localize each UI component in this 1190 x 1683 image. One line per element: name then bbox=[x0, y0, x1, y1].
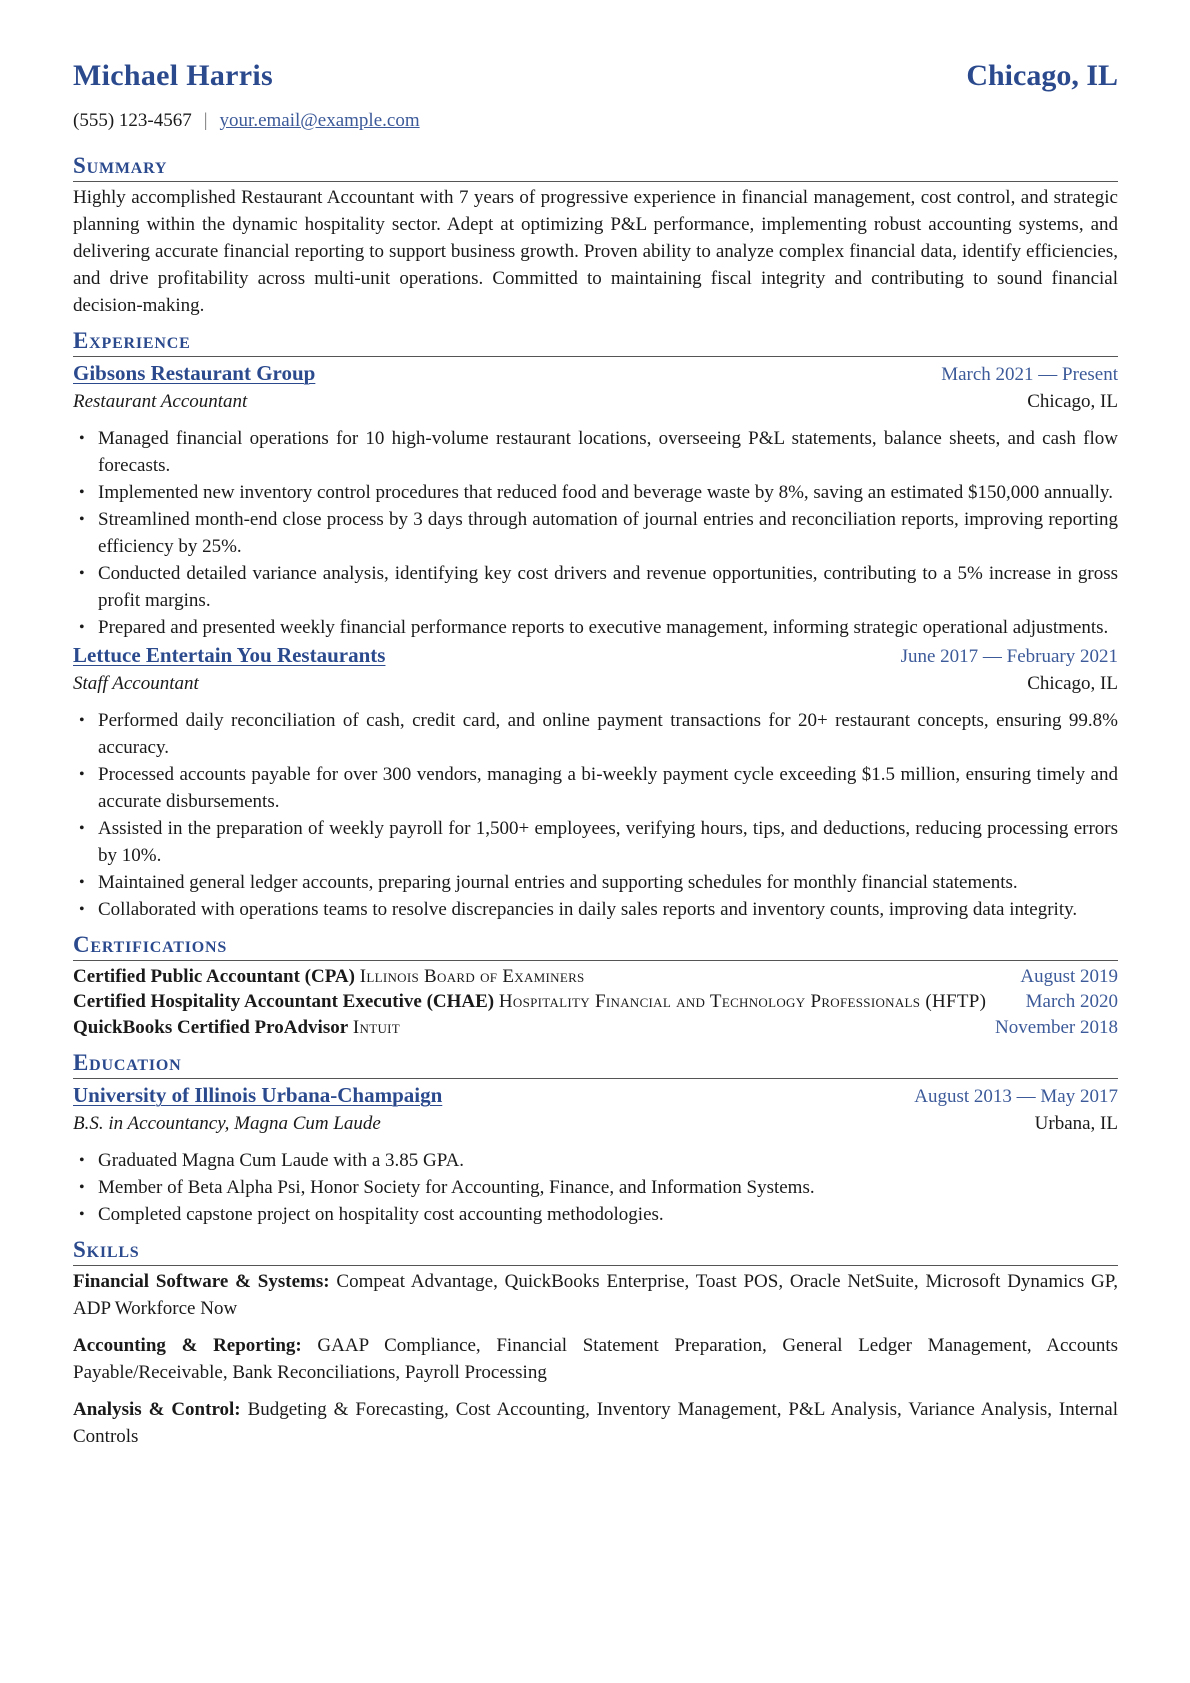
bullet-item: • Implemented new inventory control procedures that reduced food and beverage waste by 8%, saving an estimated $150,000 annually. bbox=[73, 479, 1118, 506]
skill-group-items: Budgeting & Forecasting, Cost Accounting, Inventory Management, P&L Analysis, Variance Analysis, Internal Controls bbox=[73, 1399, 1118, 1447]
candidate-location: Chicago, IL bbox=[966, 59, 1118, 92]
bullet-item: • Maintained general ledger accounts, preparing journal entries and supporting schedules for monthly financial statements. bbox=[73, 869, 1118, 896]
education-header bbox=[73, 1081, 1118, 1110]
certification-date: November 2018 bbox=[995, 1017, 1118, 1038]
bullet-item: • Conducted detailed variance analysis, identifying key cost drivers and revenue opportunities, contributing to a 5% increase in gross profit margins. bbox=[73, 560, 1118, 614]
section-title-education: Education bbox=[73, 1050, 182, 1075]
bullet-item: • Member of Beta Alpha Psi, Honor Society for Accounting, Finance, and Information Systems. bbox=[73, 1174, 1118, 1201]
section-divider bbox=[73, 356, 1118, 357]
resume-header bbox=[73, 0, 1118, 145]
certification-name: Certified Hospitality Accountant Executive (CHAE) bbox=[73, 991, 495, 1012]
bullet-item: • Processed accounts payable for over 300 vendors, managing a bi-weekly payment cycle exceeding $1.5 million, ensuring timely and accurate disbursements. bbox=[73, 761, 1118, 815]
skill-group bbox=[73, 1268, 1118, 1322]
resume-page bbox=[73, 0, 1118, 1460]
skill-group-items: GAAP Compliance, Financial Statement Preparation, General Ledger Management, Accounts Payable/Receivable, Bank Reconciliations, Payroll Processing bbox=[73, 1335, 1118, 1383]
contact-separator: | bbox=[203, 110, 208, 131]
certification-issuer: Intuit bbox=[352, 1017, 401, 1038]
degree: B.S. in Accountancy, Magna Cum Laude bbox=[73, 1113, 381, 1134]
job-entry bbox=[73, 641, 1118, 923]
job-entry bbox=[73, 359, 1118, 641]
job-dates: June 2017 — February 2021 bbox=[900, 646, 1118, 667]
education-bullets bbox=[73, 1147, 1118, 1228]
job-subheader bbox=[73, 670, 1118, 697]
section-divider bbox=[73, 960, 1118, 961]
certification-name: Certified Public Accountant (CPA) bbox=[73, 966, 355, 987]
candidate-name: Michael Harris bbox=[73, 59, 273, 92]
certification-details bbox=[73, 990, 1026, 1014]
skills-section bbox=[73, 1236, 1118, 1450]
section-title-certifications: Certifications bbox=[73, 932, 228, 957]
job-bullets bbox=[73, 425, 1118, 641]
section-divider bbox=[73, 1078, 1118, 1079]
summary-text: Highly accomplished Restaurant Accountant with 7 years of progressive experience in financial management, cost control, and strategic planning within the dynamic hospitality sector. Adept at optimizing P&L performance, implementing robust accounting systems, and delivering accurate financial reporting to support business growth. Proven ability to analyze complex financial data, identify efficiencies, and drive profitability across multi-unit operations. Committed to maintaining fiscal integrity and contributing to sound financial decision-making. bbox=[73, 187, 1118, 316]
skill-group bbox=[73, 1396, 1118, 1450]
job-title: Restaurant Accountant bbox=[73, 391, 248, 412]
bullet-item: • Prepared and presented weekly financial performance reports to executive management, informing strategic operational adjustments. bbox=[73, 614, 1118, 641]
certification-details bbox=[73, 963, 1020, 990]
section-title-skills: Skills bbox=[73, 1237, 140, 1262]
certification-date: March 2020 bbox=[1025, 991, 1118, 1012]
bullet-item: • Graduated Magna Cum Laude with a 3.85 GPA. bbox=[73, 1147, 1118, 1174]
skill-group-items: Compeat Advantage, QuickBooks Enterprise, Toast POS, Oracle NetSuite, Microsoft Dynamics GP, ADP Workforce Now bbox=[73, 1271, 1118, 1319]
job-header bbox=[73, 359, 1118, 388]
certification-issuer: Illinois Board of Examiners bbox=[359, 966, 585, 987]
education-section bbox=[73, 1049, 1118, 1228]
section-title-summary: Summary bbox=[73, 153, 168, 178]
education-dates: August 2013 — May 2017 bbox=[914, 1086, 1118, 1107]
certifications-section bbox=[73, 931, 1118, 1041]
company-link[interactable]: Gibsons Restaurant Group bbox=[73, 361, 316, 385]
section-title-experience: Experience bbox=[73, 328, 191, 353]
company-link[interactable]: Lettuce Entertain You Restaurants bbox=[73, 643, 386, 667]
bullet-item: • Completed capstone project on hospitality cost accounting methodologies. bbox=[73, 1201, 1118, 1228]
skill-group-label: Analysis & Control: bbox=[73, 1399, 241, 1420]
education-subheader bbox=[73, 1110, 1118, 1137]
job-subheader bbox=[73, 388, 1118, 415]
bullet-item: • Collaborated with operations teams to resolve discrepancies in daily sales reports and inventory counts, improving data integrity. bbox=[73, 896, 1118, 923]
job-location: Chicago, IL bbox=[1027, 391, 1118, 412]
job-header bbox=[73, 641, 1118, 670]
education-location: Urbana, IL bbox=[1034, 1113, 1118, 1134]
skill-group-label: Accounting & Reporting: bbox=[73, 1335, 302, 1356]
certification-details bbox=[73, 1014, 995, 1041]
certification-issuer: Hospitality Financial and Technology Professionals (HFTP) bbox=[498, 991, 987, 1012]
section-divider bbox=[73, 181, 1118, 182]
certification-item bbox=[73, 963, 1118, 990]
bullet-item: • Streamlined month-end close process by 3 days through automation of journal entries and reconciliation reports, improving reporting efficiency by 25%. bbox=[73, 506, 1118, 560]
phone-number: (555) 123-4567 bbox=[73, 110, 192, 131]
job-title: Staff Accountant bbox=[73, 673, 199, 694]
certification-item bbox=[73, 990, 1118, 1014]
bullet-item: • Performed daily reconciliation of cash, credit card, and online payment transactions for 20+ restaurant concepts, ensuring 99.8% accuracy. bbox=[73, 707, 1118, 761]
experience-section bbox=[73, 327, 1118, 923]
job-dates: March 2021 — Present bbox=[941, 364, 1118, 385]
job-location: Chicago, IL bbox=[1027, 673, 1118, 694]
certification-name: QuickBooks Certified ProAdvisor bbox=[73, 1017, 349, 1038]
job-bullets bbox=[73, 707, 1118, 923]
section-divider bbox=[73, 1265, 1118, 1266]
skill-group-label: Financial Software & Systems: bbox=[73, 1271, 330, 1292]
school-link[interactable]: University of Illinois Urbana-Champaign bbox=[73, 1083, 443, 1107]
summary-section bbox=[73, 152, 1118, 319]
certification-item bbox=[73, 1014, 1118, 1041]
bullet-item: • Managed financial operations for 10 high-volume restaurant locations, overseeing P&L statements, balance sheets, and cash flow forecasts. bbox=[73, 425, 1118, 479]
contact-line bbox=[73, 107, 420, 134]
bullet-item: • Assisted in the preparation of weekly payroll for 1,500+ employees, verifying hours, tips, and deductions, reducing processing errors by 10%. bbox=[73, 815, 1118, 869]
skill-group bbox=[73, 1332, 1118, 1386]
email-link[interactable]: your.email@example.com bbox=[219, 110, 420, 131]
certification-date: August 2019 bbox=[1020, 966, 1118, 987]
